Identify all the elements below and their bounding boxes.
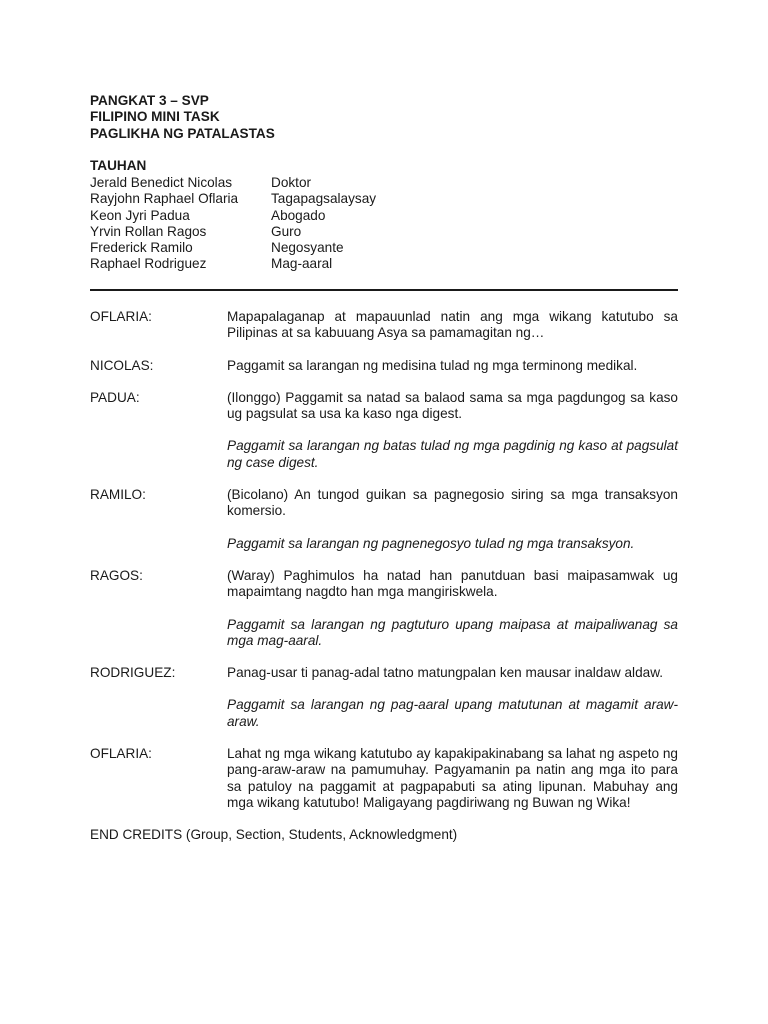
cast-row bbox=[90, 256, 376, 272]
cast-role: Tagapagsalaysay bbox=[271, 191, 377, 207]
dialogue-line: Mapapalaganap at mapauunlad natin ang mga wikang katutubo sa Pilipinas at sa kabuuang Asya sa pamamagitan ng… bbox=[227, 309, 678, 341]
cast-row bbox=[90, 175, 376, 191]
speaker-label: RAMILO: bbox=[90, 487, 146, 503]
script-body bbox=[90, 309, 678, 844]
end-credits: END CREDITS (Group, Section, Students, Acknowledgment) bbox=[90, 827, 458, 843]
speaker-label: PADUA: bbox=[90, 389, 140, 405]
cast-list bbox=[90, 175, 376, 273]
heading-subject: FILIPINO MINI TASK bbox=[90, 109, 220, 125]
script-entry bbox=[90, 746, 678, 811]
speaker-label: NICOLAS: bbox=[90, 357, 154, 373]
dialogue-line: (Ilonggo) Paggamit sa natad sa balaod sama sa mga pagdungog sa kaso ug pagsulat sa usa ka kaso nga digest. bbox=[227, 389, 678, 422]
script-entry bbox=[90, 309, 678, 342]
dialogue-line: Paggamit sa larangan ng medisina tulad ng mga terminong medikal. bbox=[227, 357, 638, 373]
cast-name: Jerald Benedict Nicolas bbox=[90, 175, 233, 190]
dialogue-line: Lahat ng mga wikang katutubo ay kapakipakinabang sa lahat ng aspeto ng pang-araw-araw na pamumuhay. Pagyamanin pa natin ang mga ito para sa patuloy na paggamit at pagpapabuti sa ating lipunan. Mabuhay ang mga wikang katutubo! Maligayang pagdiriwang ng Buwan ng Wika! bbox=[227, 746, 678, 810]
script-entry bbox=[90, 390, 678, 471]
dialogue-line: Panag-usar ti panag-adal tatno matungpalan ken mausar inaldaw aldaw. bbox=[227, 665, 664, 681]
dialogue-line: (Waray) Paghimulos ha natad han panutduan basi maipasamwak ug mapaimtang nagdto han mga mangiriskwela. bbox=[227, 567, 678, 600]
cast-name: Rayjohn Raphael Oflaria bbox=[90, 191, 239, 207]
cast-role: Doktor bbox=[271, 175, 312, 190]
script-entry bbox=[90, 665, 678, 730]
cast-row bbox=[90, 224, 376, 240]
cast-name: Raphael Rodriguez bbox=[90, 256, 207, 272]
script-entry bbox=[90, 487, 678, 552]
cast-role: Guro bbox=[271, 223, 302, 239]
speaker-label: RODRIGUEZ: bbox=[90, 665, 176, 681]
cast-role: Mag-aaral bbox=[271, 256, 333, 272]
dialogue bbox=[227, 358, 678, 374]
speaker-label: OFLARIA: bbox=[90, 309, 152, 324]
cast-row bbox=[90, 240, 376, 256]
cast-name: Frederick Ramilo bbox=[90, 240, 193, 256]
speaker-label: OFLARIA: bbox=[90, 746, 152, 762]
cast-role: Negosyante bbox=[271, 240, 344, 256]
script-entry bbox=[90, 358, 678, 374]
dialogue bbox=[227, 665, 678, 730]
dialogue bbox=[227, 487, 678, 552]
cast-title: TAUHAN bbox=[90, 158, 147, 173]
heading-group: PANGKAT 3 – SVP bbox=[90, 93, 209, 108]
cast-row bbox=[90, 191, 376, 207]
heading-task: PAGLIKHA NG PATALASTAS bbox=[90, 125, 275, 141]
cast-role: Abogado bbox=[271, 207, 326, 223]
dialogue-line: (Bicolano) An tungod guikan sa pagnegosio siring sa mga transaksyon komersio. bbox=[227, 487, 678, 519]
dialogue-translation: Paggamit sa larangan ng pagnenegosyo tulad ng mga transaksyon. bbox=[227, 535, 635, 551]
dialogue bbox=[227, 746, 678, 811]
divider-rule bbox=[90, 289, 678, 291]
cast-name: Keon Jyri Padua bbox=[90, 207, 190, 223]
dialogue-translation: Paggamit sa larangan ng batas tulad ng mga pagdinig ng kaso at pagsulat ng case digest. bbox=[227, 438, 678, 470]
script-entry bbox=[90, 568, 678, 649]
dialogue bbox=[227, 309, 678, 342]
cast-row bbox=[90, 208, 376, 224]
dialogue bbox=[227, 568, 678, 649]
dialogue-translation: Paggamit sa larangan ng pag-aaral upang matutunan at magamit araw-araw. bbox=[227, 697, 678, 729]
dialogue-translation: Paggamit sa larangan ng pagtuturo upang maipasa at maipaliwanag sa mga mag-aaral. bbox=[227, 616, 678, 648]
dialogue bbox=[227, 390, 678, 471]
cast-name: Yrvin Rollan Ragos bbox=[90, 223, 207, 239]
speaker-label: RAGOS: bbox=[90, 567, 143, 583]
document-heading bbox=[90, 93, 275, 142]
